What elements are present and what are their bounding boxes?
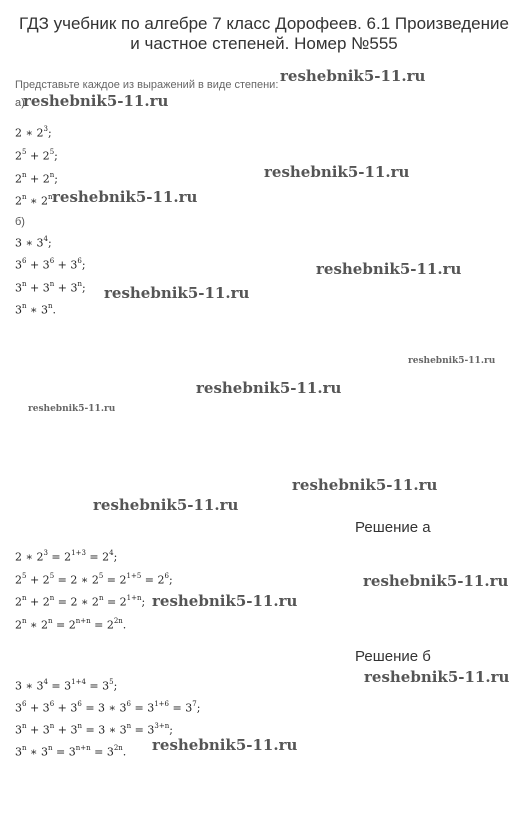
watermark-text: reshebnik5-11.ru [264,163,410,181]
solution-a-heading: Решение а [355,519,431,536]
watermark-text: reshebnik5-11.ru [104,284,250,302]
task-a-expr-2: $2^5 + 2^5$; [15,148,58,163]
watermark-text: reshebnik5-11.ru [93,496,239,514]
task-b-expr-4: 3$^n$ ∗ 3$^n$. [15,302,56,317]
task-a-expr-1: 2 ∗ $2^3$; [15,125,52,140]
solution-b-line-3: $3^n + 3^n + 3^n = 3$ ∗ $3^n = 3^{3+n}$; [15,722,173,737]
solution-a-line-2: $2^5 + 2^5 = 2$ ∗ $2^5 = 2^{1+5} = 2^6$; [15,572,173,587]
watermark-text: reshebnik5-11.ru [280,67,426,85]
solution-b-line-1: 3 ∗ $3^4 = 3^{1+4} = 3^5$; [15,678,118,693]
page-title [14,14,514,54]
watermark-text: reshebnik5-11.ru [363,572,509,590]
watermark-text: reshebnik5-11.ru [28,404,116,414]
solution-b-line-2: $3^6 + 3^6 + 3^6 = 3$ ∗ $3^6 = 3^{1+6} = 3^7$; [15,700,201,715]
solution-a-line-1: 2 ∗ $2^3 = 2^{1+3} = 2^4$; [15,549,118,564]
solution-b-line-4: 3$^n$ ∗ $3^n = 3^{n+n} = 3^{2n}$. [15,744,127,759]
task-b-expr-2: $3^6 + 3^6 + 3^6$; [15,257,86,272]
watermark-text: reshebnik5-11.ru [364,668,510,686]
watermark-text: reshebnik5-11.ru [23,92,169,110]
solution-a-line-3: $2^n + 2^n = 2$ ∗ $2^n = 2^{1+n}$; [15,594,146,609]
watermark-text: reshebnik5-11.ru [152,592,298,610]
solution-a-line-4: 2$^n$ ∗ $2^n = 2^{n+n} = 2^{2n}$. [15,617,127,632]
task-a-expr-4: 2$^n$ ∗ 2$^n$ [15,193,53,208]
watermark-text: reshebnik5-11.ru [52,188,198,206]
watermark-text: reshebnik5-11.ru [152,736,298,754]
solution-b-heading: Решение б [355,648,431,665]
watermark-text: reshebnik5-11.ru [292,476,438,494]
watermark-text: reshebnik5-11.ru [408,356,496,366]
title-line-1: ГДЗ учебник по алгебре 7 класс Дорофеев. 6.1 Произведение [19,14,509,33]
watermark-text: reshebnik5-11.ru [316,260,462,278]
part-b-label: б) [15,216,25,228]
watermark-text: reshebnik5-11.ru [196,379,342,397]
part-a-label: а) [15,97,25,109]
task-intro: Представьте каждое из выражений в виде степени: [15,79,279,91]
task-b-expr-1: 3 ∗ $3^4$; [15,235,52,250]
task-b-expr-3: $3^n + 3^n + 3^n$; [15,280,86,295]
title-line-2: и частное степеней. Номер №555 [130,34,398,53]
task-a-expr-3: $2^n + 2^n$; [15,171,58,186]
